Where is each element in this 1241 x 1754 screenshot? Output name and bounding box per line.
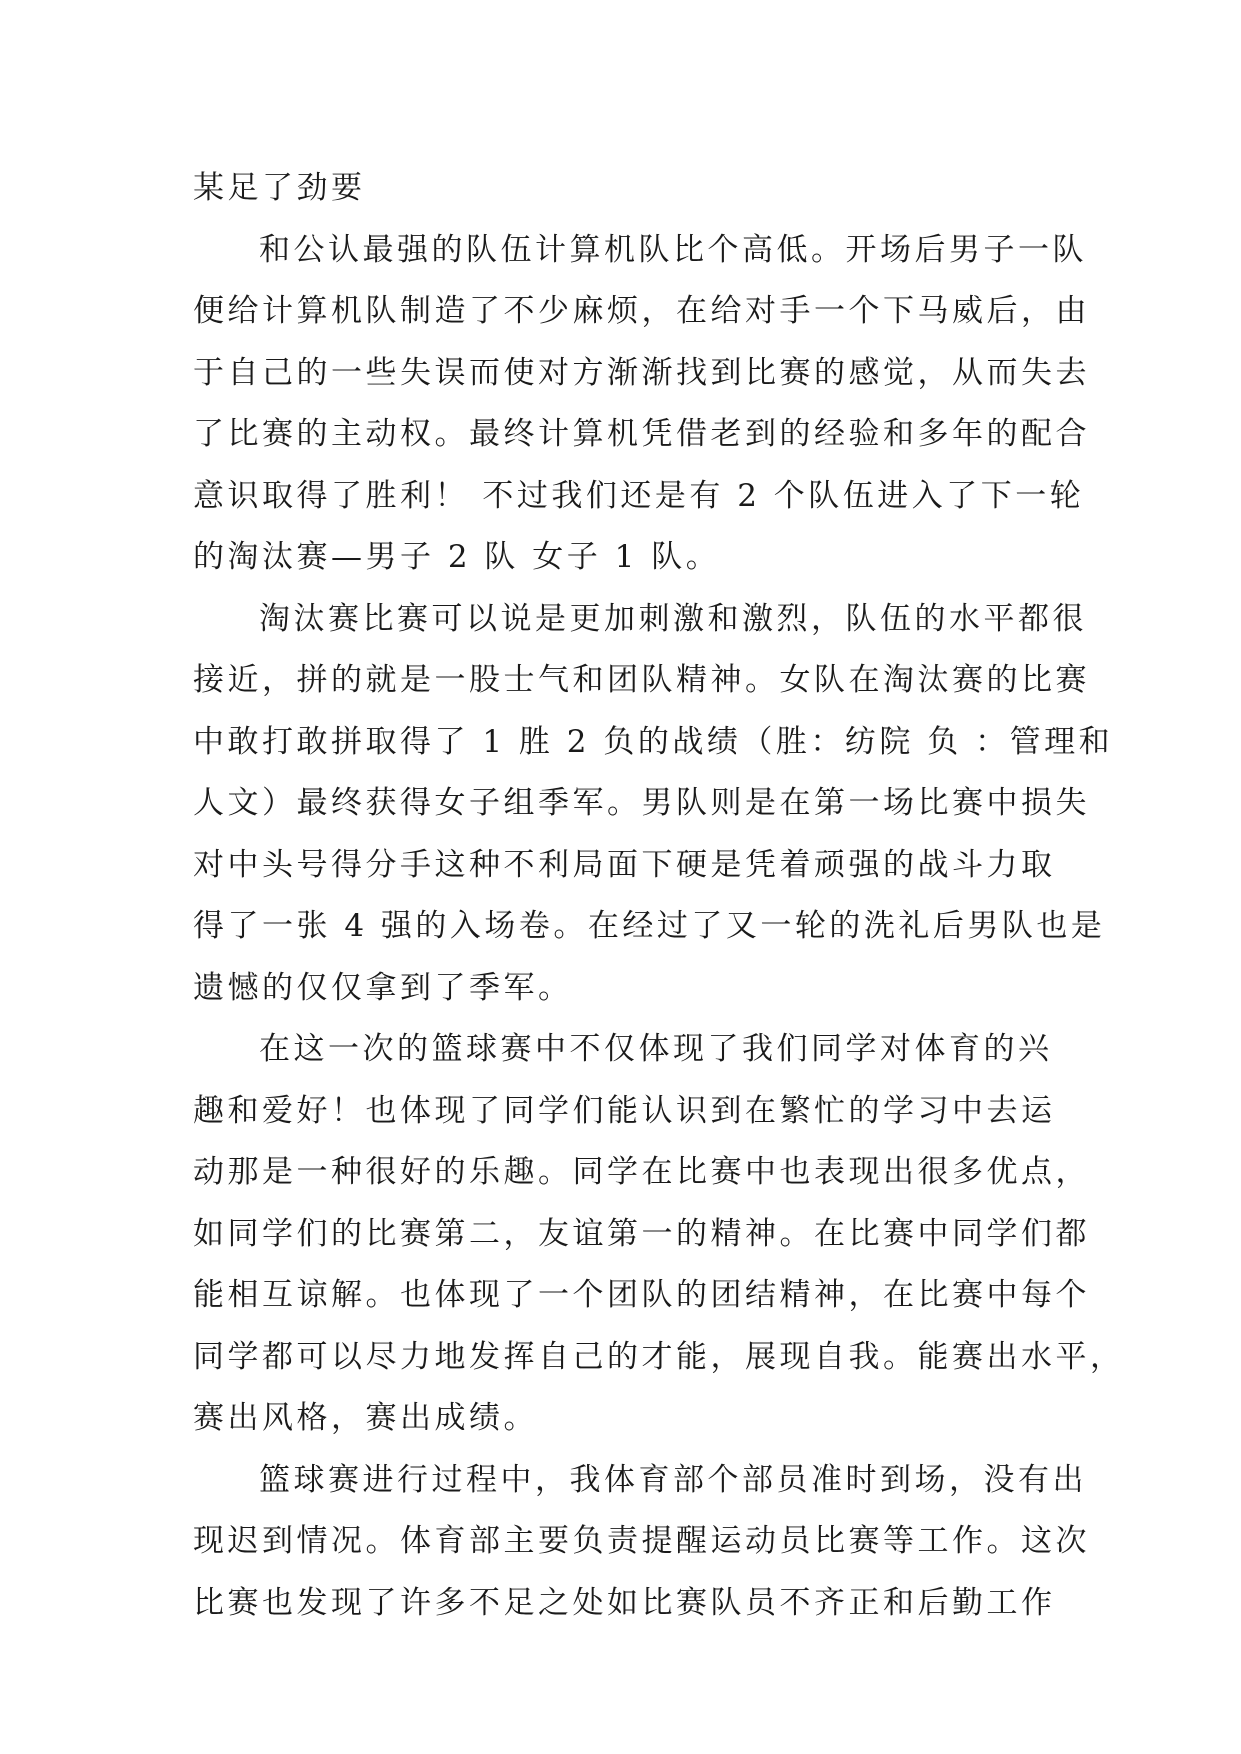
- paragraph-first-line: 和公认最强的队伍计算机队比个高低。开场后男子一队: [259, 231, 1087, 268]
- text-line: 趣和爱好！也体现了同学们能认识到在繁忙的学习中去运: [193, 1092, 1056, 1129]
- text-line: 了比赛的主动权。最终计算机凭借老到的经验和多年的配合: [193, 416, 1090, 452]
- text-line: 便给计算机队制造了不少麻烦，在给对手一个下马威后，由: [193, 293, 1090, 329]
- text-line: 人文）最终获得女子组季军。男队则是在第一场比赛中损失: [193, 785, 1090, 821]
- text-line: 如同学们的比赛第二，友谊第一的精神。在比赛中同学们都: [193, 1215, 1090, 1252]
- text-line: 比赛也发现了许多不足之处如比赛队员不齐正和后勤工作: [193, 1584, 1056, 1621]
- text-line: 得了一张 4 强的入场卷。在经过了又一轮的洗礼后男队也是: [193, 908, 1106, 944]
- text-line: 现迟到情况。体育部主要负责提醒运动员比赛等工作。这次: [193, 1523, 1090, 1559]
- text-line: 能相互谅解。也体现了一个团队的团结精神，在比赛中每个: [193, 1277, 1090, 1313]
- paragraph-first-line: 篮球赛进行过程中，我体育部个部员准时到场，没有出: [259, 1461, 1087, 1498]
- document-body: [193, 158, 1125, 1634]
- text-line: 某足了劲要: [193, 170, 366, 206]
- text-line: 的淘汰赛—男子 2 队 女子 1 队。: [193, 539, 721, 575]
- paragraph-first-line: 淘汰赛比赛可以说是更加刺激和激烈，队伍的水平都很: [259, 600, 1087, 637]
- text-line: 接近，拼的就是一股士气和团队精神。女队在淘汰赛的比赛: [193, 662, 1090, 698]
- text-line: 意识取得了胜利！ 不过我们还是有 2 个队伍进入了下一轮: [193, 477, 1085, 514]
- text-line: 同学都可以尽力地发挥自己的才能，展现自我。能赛出水平，: [193, 1338, 1125, 1375]
- text-line: 中敢打敢拼取得了 1 胜 2 负的战绩（胜：纺院 负 ：管理和: [193, 723, 1114, 760]
- paragraph-first-line: 在这一次的篮球赛中不仅体现了我们同学对体育的兴: [259, 1031, 1053, 1067]
- text-line: 赛出风格，赛出成绩。: [193, 1400, 538, 1436]
- text-line: 遗憾的仅仅拿到了季军。: [193, 969, 573, 1006]
- text-line: 对中头号得分手这种不利局面下硬是凭着顽强的战斗力取: [193, 846, 1056, 883]
- text-line: 动那是一种很好的乐趣。同学在比赛中也表现出很多优点，: [193, 1154, 1090, 1190]
- text-line: 于自己的一些失误而使对方渐渐找到比赛的感觉，从而失去: [193, 354, 1090, 391]
